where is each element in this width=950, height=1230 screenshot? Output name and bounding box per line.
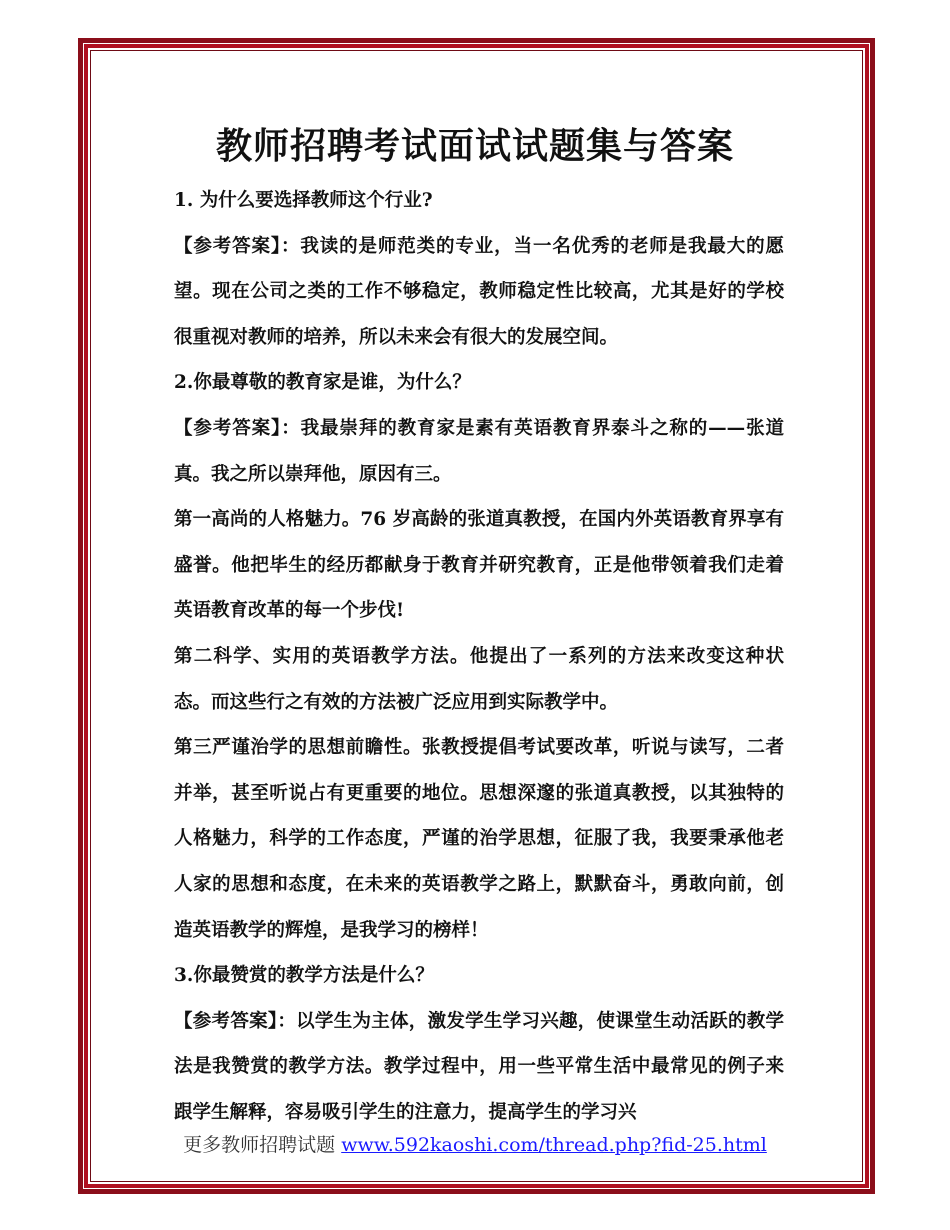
answer-2-intro: 【参考答案】：我最崇拜的教育家是素有英语教育界泰斗之称的——张道真。我之所以崇拜他，原因有三。: [174, 417, 784, 485]
answer-3: 【参考答案】：以学生为主体，激发学生学习兴趣，使课堂生动活跃的教学法是我赞赏的教学方法。教学过程中，用一些平常生活中最常见的例子来跟学生解释，容易吸引学生的注意力，提高学生的学习兴: [174, 1010, 784, 1123]
answer-2-reason-2: 第二科学、实用的英语教学方法。他提出了一系列的方法来改变这种状态。而这些行之有效的方法被广泛应用到实际教学中。: [174, 645, 784, 713]
question-3: 3.你最赞赏的教学方法是什么？: [174, 965, 434, 987]
answer-2-reason-3: 第三严谨治学的思想前瞻性。张教授提倡考试要改革，听说与读写，二者并举，甚至听说占有更重要的地位。思想深邃的张道真教授，以其独特的人格魅力，科学的工作态度，严谨的治学思想，征服了我，我要秉承他老人家的思想和态度，在未来的英语教学之路上，默默奋斗，勇敢向前，创造英语教学的辉煌，是我学习的榜样！: [174, 737, 784, 941]
answer-1: 【参考答案】：我读的是师范类的专业，当一名优秀的老师是我最大的愿望。现在公司之类的工作不够稳定，教师稳定性比较高，尤其是好的学校很重视对教师的培养，所以未来会有很大的发展空间。: [174, 235, 784, 348]
answer-2-reason-1: 第一高尚的人格魅力。76 岁高龄的张道真教授，在国内外英语教育界享有盛誉。他把毕生的经历都献身于教育并研究教育，正是他带领着我们走着英语教育改革的每一个步伐!: [174, 509, 784, 622]
question-1: 1. 为什么要选择教师这个行业?: [174, 190, 433, 211]
footer-link[interactable]: www.592kaoshi.com/thread.php?fid-25.html: [341, 1134, 767, 1156]
footer-text: 更多教师招聘试题: [183, 1134, 342, 1156]
footer: [0, 1130, 950, 1157]
question-2: 2.你最尊敬的教育家是谁，为什么？: [174, 372, 471, 394]
document-body: [174, 178, 784, 1135]
document-title: 教师招聘考试面试试题集与答案: [215, 126, 734, 167]
